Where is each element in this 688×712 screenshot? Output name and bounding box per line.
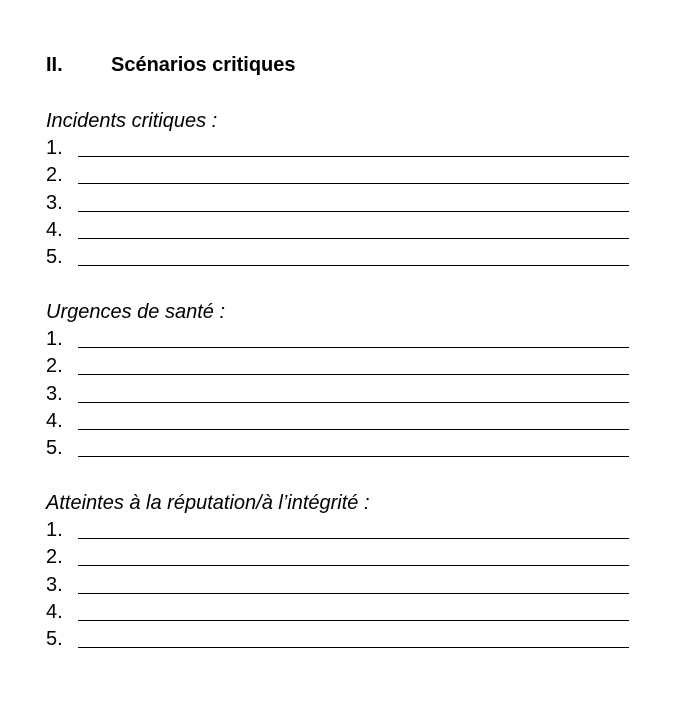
section-incidents-critiques: [46, 108, 646, 271]
section-title: Incidents critiques :: [46, 110, 218, 132]
list-item: [46, 244, 646, 271]
fill-in-line[interactable]: [78, 374, 629, 375]
list-item: [46, 517, 646, 544]
list-item: [46, 217, 646, 244]
item-number: 4.: [46, 409, 63, 432]
list-item: [46, 381, 646, 408]
list-item: [46, 408, 646, 435]
fill-in-line[interactable]: [78, 238, 629, 239]
fill-in-line[interactable]: [78, 647, 629, 648]
section-title: Urgences de santé :: [46, 301, 225, 323]
fill-in-line[interactable]: [78, 183, 629, 184]
item-number: 3.: [46, 191, 63, 214]
item-number: 1.: [46, 137, 63, 159]
item-number: 4.: [46, 218, 63, 241]
list-item: [46, 353, 646, 380]
section-heading: [46, 54, 296, 77]
fill-in-line[interactable]: [78, 565, 629, 566]
item-number: 2.: [46, 546, 63, 569]
list-item: [46, 544, 646, 571]
item-number: 1.: [46, 328, 63, 350]
list-item: [46, 599, 646, 626]
item-number: 2.: [46, 355, 63, 378]
list-item: [46, 435, 646, 462]
fill-in-line[interactable]: [78, 402, 629, 403]
item-number: 1.: [46, 519, 63, 541]
item-number: 5.: [46, 628, 63, 651]
item-number: 2.: [46, 164, 63, 187]
list-item: [46, 135, 646, 162]
fill-in-line[interactable]: [78, 211, 629, 212]
item-number: 3.: [46, 573, 63, 596]
fill-in-line[interactable]: [78, 593, 629, 594]
heading-title: Scénarios critiques: [111, 54, 296, 76]
fill-in-line[interactable]: [78, 620, 629, 621]
item-number: 3.: [46, 382, 63, 405]
fill-in-line[interactable]: [78, 538, 629, 539]
fill-in-line[interactable]: [78, 265, 629, 266]
fill-in-line[interactable]: [78, 429, 629, 430]
list-item: [46, 162, 646, 189]
item-number: 4.: [46, 600, 63, 623]
item-number: 5.: [46, 246, 63, 269]
heading-number: II.: [46, 54, 63, 76]
list-item: [46, 190, 646, 217]
item-number: 5.: [46, 437, 63, 460]
section-title: Atteintes à la réputation/à l’intégrité :: [46, 492, 370, 514]
section-urgences-de-sante: [46, 299, 646, 462]
fill-in-line[interactable]: [78, 156, 629, 157]
list-item: [46, 572, 646, 599]
list-item: [46, 326, 646, 353]
list-item: [46, 626, 646, 653]
fill-in-line[interactable]: [78, 347, 629, 348]
fill-in-line[interactable]: [78, 456, 629, 457]
section-atteintes-reputation: [46, 490, 646, 653]
